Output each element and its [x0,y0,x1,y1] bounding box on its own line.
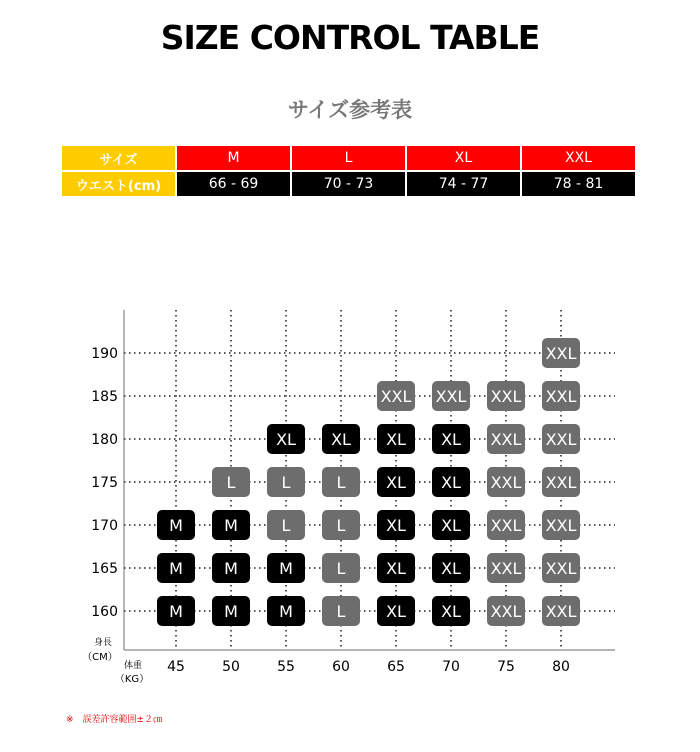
y-tick-label-160: 160 [91,604,118,620]
size-cell-label-65-175: XL [386,473,406,492]
y-tick-label-190: 190 [91,346,118,362]
size-cell-label-60-170: L [336,516,346,535]
size-cell-label-75-170: XXL [490,516,522,535]
x-axis-title-line2: （KG） [114,674,150,685]
size-header-cell: サイズ [62,146,175,170]
size-cell-label-75-180: XXL [490,430,522,449]
size-cell-label-65-180: XL [386,430,406,449]
size-cell-label-70-160: XL [441,602,461,621]
size-cell-label-80-170: XXL [545,516,577,535]
size-cell-xl: XL [407,146,520,170]
x-tick-label-70: 70 [442,659,460,675]
tolerance-note: ※ 誤差許容範囲±２㎝ [66,715,163,725]
size-cell-label-55-180: XL [276,430,296,449]
size-cell-label-45-160: M [169,602,183,621]
size-cell-label-50-170: M [224,516,238,535]
size-cell-label-70-170: XL [441,516,461,535]
size-cell-label-75-165: XXL [490,559,522,578]
size-cell-label-60-165: L [336,559,346,578]
x-tick-label-65: 65 [387,659,405,675]
page-title: SIZE CONTROL TABLE [160,18,540,57]
y-tick-label-165: 165 [91,561,118,577]
table-row-waist [62,172,635,196]
size-cell-label-65-165: XL [386,559,406,578]
size-cell-label-50-175: L [226,473,236,492]
size-cell-label-75-185: XXL [490,387,522,406]
size-cell-label-45-165: M [169,559,183,578]
size-cell-label-75-160: XXL [490,602,522,621]
size-reference-subtitle: サイズ参考表 [287,98,413,122]
y-axis-title-line1: 身長 [93,638,113,648]
waist-cell-xxl: 78 - 81 [522,172,635,196]
size-chart [0,290,700,700]
x-tick-label-50: 50 [222,659,240,675]
size-cell-label-80-160: XXL [545,602,577,621]
waist-cell-l: 70 - 73 [292,172,405,196]
size-cell-label-50-160: M [224,602,238,621]
size-cell-label-70-180: XL [441,430,461,449]
size-cell-l: L [292,146,405,170]
size-cell-label-70-165: XL [441,559,461,578]
size-cell-label-55-165: M [279,559,293,578]
size-cell-label-55-175: L [281,473,291,492]
size-cell-label-75-175: XXL [490,473,522,492]
y-axis-title-line2: （CM） [82,652,118,663]
size-cell-label-80-185: XXL [545,387,577,406]
size-cell-label-80-175: XXL [545,473,577,492]
table-row-size [62,146,635,170]
x-tick-label-45: 45 [167,659,185,675]
size-cell-label-80-165: XXL [545,559,577,578]
x-tick-label-60: 60 [332,659,350,675]
y-tick-label-170: 170 [91,518,118,534]
x-tick-label-80: 80 [552,659,570,675]
size-cell-label-45-170: M [169,516,183,535]
size-cell-label-60-175: L [336,473,346,492]
waist-cell-m: 66 - 69 [177,172,290,196]
size-cell-label-60-180: XL [331,430,351,449]
y-tick-label-180: 180 [91,432,118,448]
size-cell-m: M [177,146,290,170]
size-cell-label-80-190: XXL [545,344,577,363]
size-cell-label-55-160: M [279,602,293,621]
waist-header-cell: ウエスト(cm) [62,172,175,196]
size-cell-label-70-175: XL [441,473,461,492]
size-cell-label-60-160: L [336,602,346,621]
y-tick-label-185: 185 [91,389,118,405]
size-cell-label-70-185: XXL [435,387,467,406]
y-tick-label-175: 175 [91,475,118,491]
size-cell-label-65-185: XXL [380,387,412,406]
waist-cell-xl: 74 - 77 [407,172,520,196]
x-tick-label-75: 75 [497,659,515,675]
size-cell-label-65-160: XL [386,602,406,621]
size-cell-label-50-165: M [224,559,238,578]
size-cell-label-80-180: XXL [545,430,577,449]
x-axis-title-line1: 体重 [123,661,143,671]
size-cell-xxl: XXL [522,146,635,170]
x-tick-label-55: 55 [277,659,295,675]
size-cell-label-55-170: L [281,516,291,535]
size-cell-label-65-170: XL [386,516,406,535]
waist-size-table [60,144,637,198]
